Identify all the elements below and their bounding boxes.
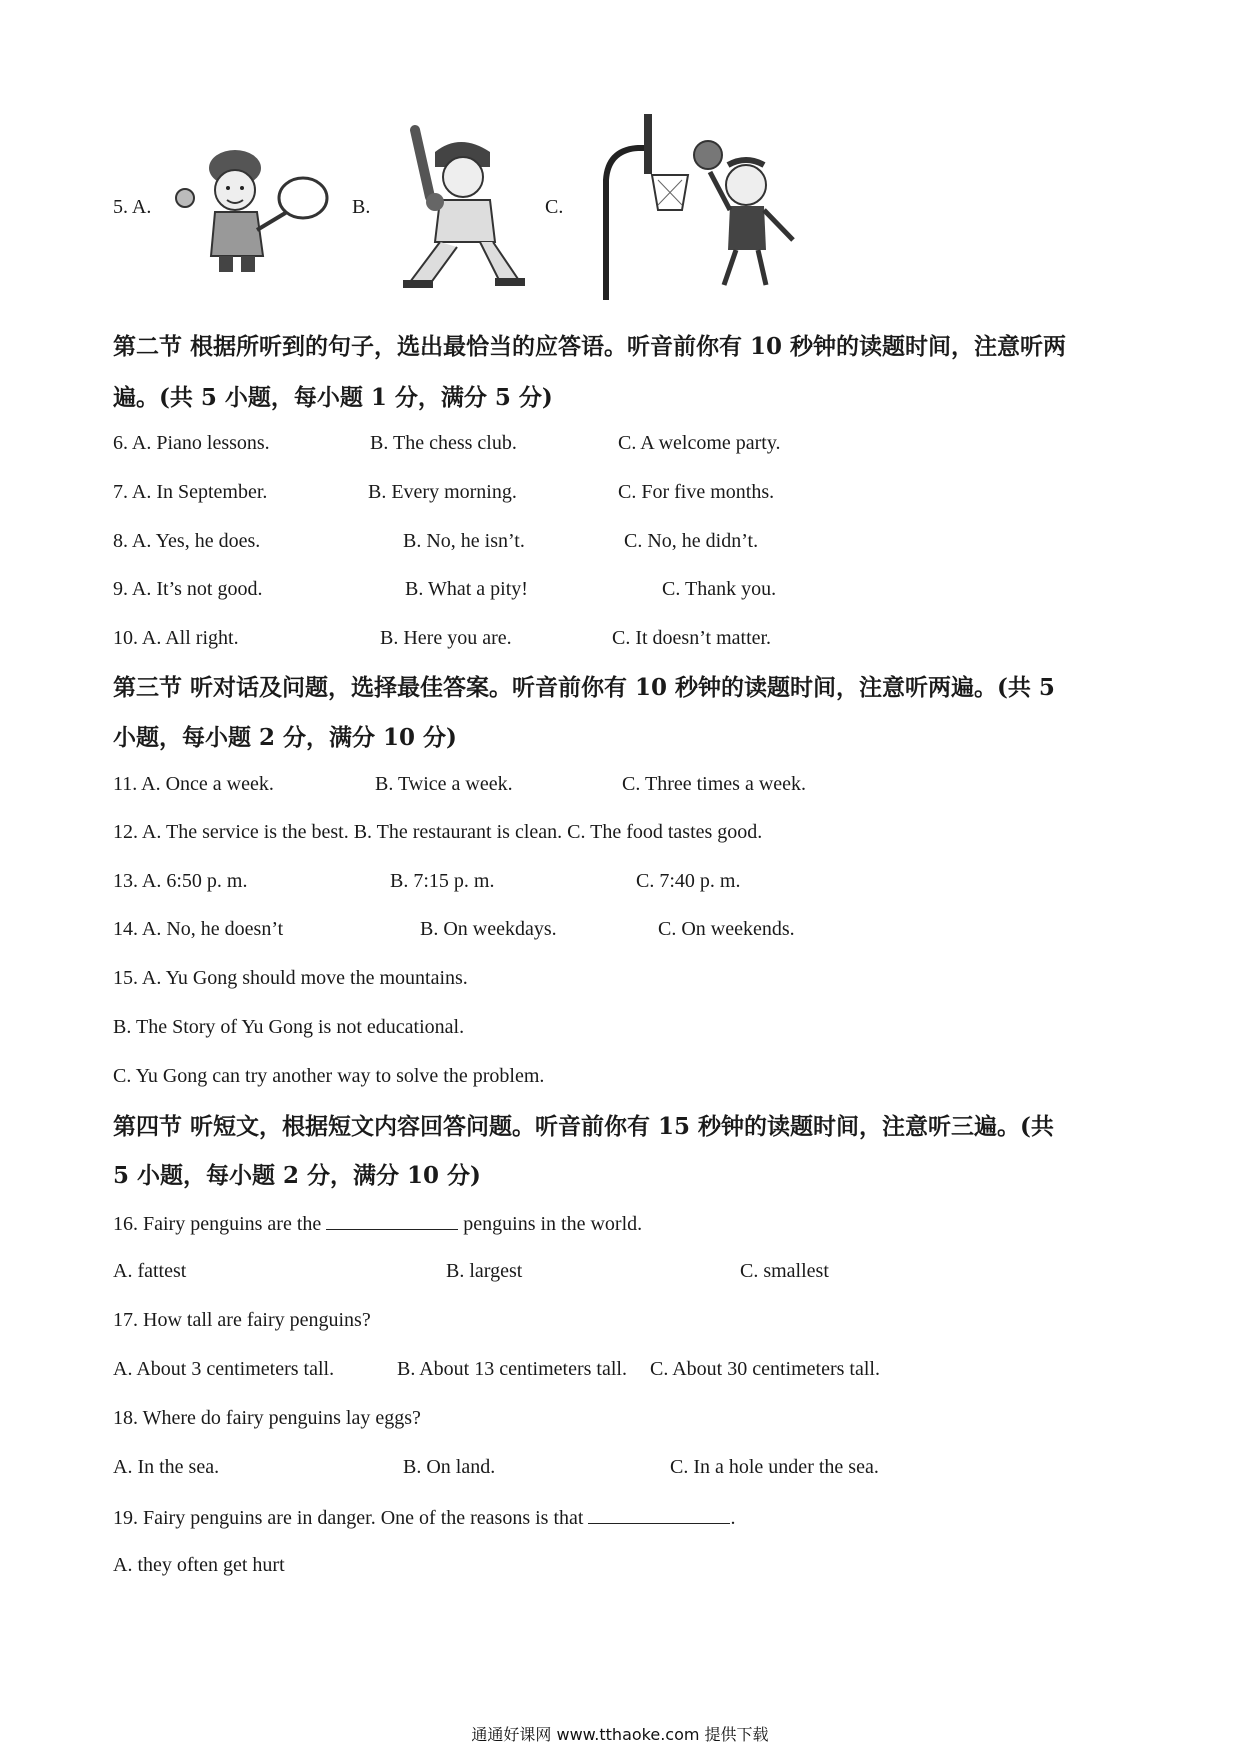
q9-option-b: B. What a pity! <box>405 578 528 600</box>
q5-option-c-label: C. <box>545 196 564 218</box>
q16-answer-blank <box>326 1211 458 1230</box>
q11-option-a: 11. A. Once a week. <box>113 773 274 795</box>
q8-option-a: 8. A. Yes, he does. <box>113 530 261 552</box>
q19-option-a: A. they often get hurt <box>113 1554 285 1576</box>
q18-option-a: A. In the sea. <box>113 1456 220 1478</box>
q7-option-b: B. Every morning. <box>368 481 517 503</box>
q8-option-c: C. No, he didn’t. <box>624 530 759 552</box>
q10-option-c: C. It doesn’t matter. <box>612 627 772 649</box>
section3-heading-line2: 小题，每小题 2 分，满分 10 分) <box>113 724 457 751</box>
q13-option-c: C. 7:40 p. m. <box>636 870 741 892</box>
q7-option-c: C. For five months. <box>618 481 775 503</box>
q14-option-c: C. On weekends. <box>658 918 795 940</box>
section2-heading-line1: 第二节 根据所听到的句子，选出最恰当的应答语。听音前你有 10 秒钟的读题时间，注意听两 <box>113 333 1067 360</box>
q16-stem-before: 16. Fairy penguins are the <box>113 1213 322 1235</box>
q19-stem <box>113 1505 735 1530</box>
basketball-boy-picture <box>598 100 808 300</box>
q15-option-c: C. Yu Gong can try another way to solve the problem. <box>113 1065 545 1087</box>
q13-option-a: 13. A. 6:50 p. m. <box>113 870 248 892</box>
q15-option-b: B. The Story of Yu Gong is not educational. <box>113 1016 465 1038</box>
baseball-boy-picture <box>385 122 535 292</box>
q9-option-c: C. Thank you. <box>662 578 777 600</box>
q8-option-b: B. No, he isn’t. <box>403 530 525 552</box>
q5-option-a-label: 5. A. <box>113 196 152 218</box>
q16-stem-after: penguins in the world. <box>463 1213 643 1235</box>
q15-option-a: 15. A. Yu Gong should move the mountains. <box>113 967 468 989</box>
q12-options: 12. A. The service is the best. B. The restaurant is clean. C. The food tastes good. <box>113 821 763 843</box>
q18-option-b: B. On land. <box>403 1456 496 1478</box>
q16-option-c: C. smallest <box>740 1260 829 1282</box>
q19-answer-blank <box>588 1505 730 1524</box>
q6-option-a: 6. A. Piano lessons. <box>113 432 270 454</box>
q6-option-c: C. A welcome party. <box>618 432 781 454</box>
q16-option-a: A. fattest <box>113 1260 187 1282</box>
q17-option-c: C. About 30 centimeters tall. <box>650 1358 880 1380</box>
q10-option-b: B. Here you are. <box>380 627 512 649</box>
q10-option-a: 10. A. All right. <box>113 627 239 649</box>
q18-stem: 18. Where do fairy penguins lay eggs? <box>113 1407 421 1429</box>
q14-option-a: 14. A. No, he doesn’t <box>113 918 284 940</box>
section4-heading-line1: 第四节 听短文，根据短文内容回答问题。听音前你有 15 秒钟的读题时间，注意听三遍。(共 <box>113 1113 1054 1140</box>
q19-stem-after: . <box>730 1507 736 1529</box>
q18-option-c: C. In a hole under the sea. <box>670 1456 879 1478</box>
section2-heading-line2: 遍。(共 5 小题，每小题 1 分，满分 5 分) <box>113 384 553 411</box>
q7-option-a: 7. A. In September. <box>113 481 268 503</box>
q19-stem-before: 19. Fairy penguins are in danger. One of the reasons is that <box>113 1507 584 1529</box>
q11-option-c: C. Three times a week. <box>622 773 807 795</box>
q9-option-a: 9. A. It’s not good. <box>113 578 263 600</box>
q16-stem <box>113 1211 642 1236</box>
q6-option-b: B. The chess club. <box>370 432 517 454</box>
q11-option-b: B. Twice a week. <box>375 773 513 795</box>
q17-option-a: A. About 3 centimeters tall. <box>113 1358 335 1380</box>
q17-option-b: B. About 13 centimeters tall. <box>397 1358 627 1380</box>
q5-option-b-label: B. <box>352 196 371 218</box>
section4-heading-line2: 5 小题，每小题 2 分，满分 10 分) <box>113 1162 481 1189</box>
page-footer: 通通好课网 www.tthaoke.com 提供下载 <box>471 1725 769 1744</box>
tennis-girl-picture <box>165 138 335 278</box>
q16-option-b: B. largest <box>446 1260 523 1282</box>
q14-option-b: B. On weekdays. <box>420 918 557 940</box>
q13-option-b: B. 7:15 p. m. <box>390 870 495 892</box>
section3-heading-line1: 第三节 听对话及问题，选择最佳答案。听音前你有 10 秒钟的读题时间，注意听两遍。(共 5 <box>113 674 1055 701</box>
q17-stem: 17. How tall are fairy penguins? <box>113 1309 371 1331</box>
